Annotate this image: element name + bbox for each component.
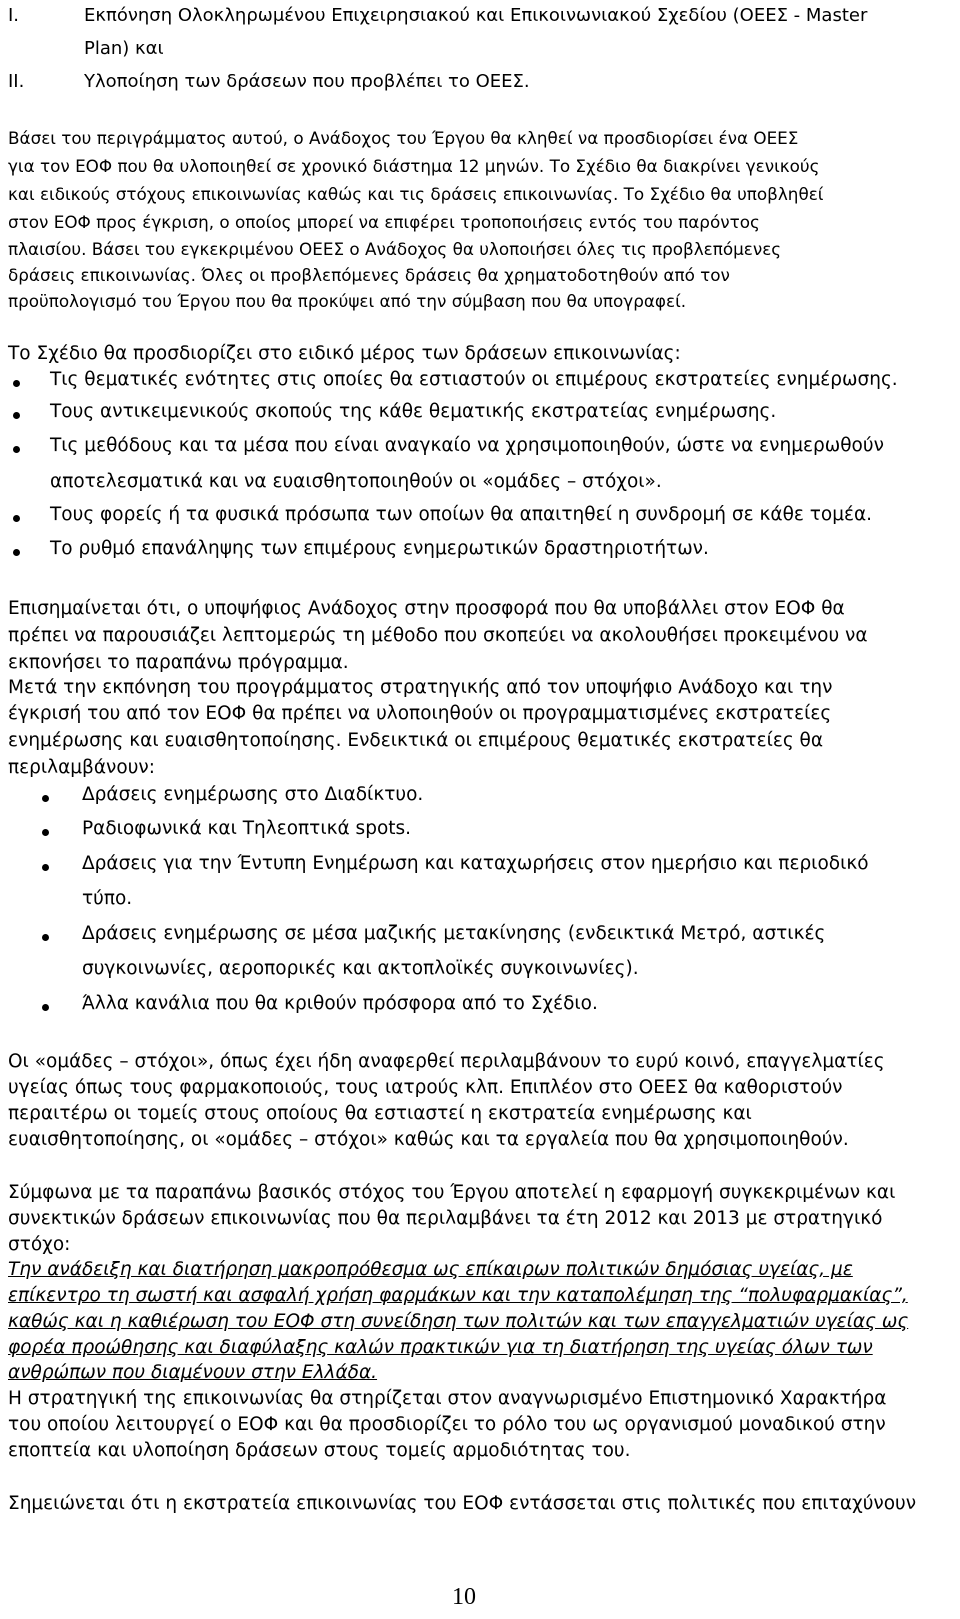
roman-item-2-line-1: Υλοποίηση των δράσεων που προβλέπει το ΟΕΕΣ.: [84, 71, 530, 92]
para3-line-7: περιλαμβάνουν:: [8, 757, 155, 778]
bullet-marker: [13, 380, 20, 387]
para5-line-3: στόχο:: [8, 1234, 71, 1255]
bullet-marker: [13, 446, 20, 453]
roman-item-1-line-1: Εκπόνηση Ολοκληρωμένου Επιχειρησιακού και Επικοινωνιακού Σχεδίου (ΟΕΕΣ - Master: [84, 5, 868, 26]
goal-line-2: επίκεντρο τη σωστή και ασφαλή χρήση φαρμάκων και την καταπολέμηση της “πολυφαρμακίας”,: [8, 1285, 908, 1306]
para3-line-5: έγκρισή του από τον ΕΟΦ θα πρέπει να υλοποιηθούν οι προγραμματισμένες εκστρατείες: [8, 703, 832, 724]
bullet-marker: [13, 515, 20, 522]
bullet2-item-3-line-1: Δράσεις για την Έντυπη Ενημέρωση και καταχωρήσεις στον ημερήσιο και περιοδικό: [82, 853, 869, 874]
roman-label-2: II.: [8, 71, 25, 92]
bullet-marker: [42, 934, 49, 941]
para3-line-1: Επισημαίνεται ότι, ο υποψήφιος Ανάδοχος στην προσφορά που θα υποβάλλει στον ΕΟΦ θα: [8, 598, 845, 619]
bullet-marker: [42, 864, 49, 871]
bullet2-item-1: Δράσεις ενημέρωσης στο Διαδίκτυο.: [82, 784, 424, 805]
para5-line-2: συνεκτικών δράσεων επικοινωνίας που θα περιλαμβάνει τα έτη 2012 και 2013 με στρατηγικό: [8, 1208, 883, 1229]
para3-line-4: Μετά την εκπόνηση του προγράμματος στρατηγικής από τον υποψήφιο Ανάδοχο και την: [8, 677, 833, 698]
bullet-marker: [42, 1004, 49, 1011]
para4-line-2: υγείας όπως τους φαρμακοποιούς, τους ιατρούς κλπ. Επιπλέον στο ΟΕΕΣ θα καθοριστούν: [8, 1077, 843, 1098]
para7-line-1: Σημειώνεται ότι η εκστρατεία επικοινωνίας του ΕΟΦ εντάσσεται στις πολιτικές που επιταχύνουν: [8, 1493, 917, 1514]
bullet-marker: [42, 795, 49, 802]
para1-line-5: πλαισίου. Βάσει του εγκεκριμένου ΟΕΕΣ ο Ανάδοχος θα υλοποιήσει όλες τις προβλεπόμενες: [8, 239, 782, 259]
roman-item-1-line-2: Plan) και: [84, 38, 164, 59]
bullet1-item-5: Το ρυθμό επανάληψης των επιμέρους ενημερωτικών δραστηριοτήτων.: [50, 538, 709, 559]
para5-line-1: Σύμφωνα με τα παραπάνω βασικός στόχος του Έργου αποτελεί η εφαρμογή συγκεκριμένων και: [8, 1182, 896, 1203]
bullet2-item-2: Ραδιοφωνικά και Τηλεοπτικά spots.: [82, 818, 412, 839]
bullet-marker: [13, 549, 20, 556]
para2-intro: Το Σχέδιο θα προσδιορίζει στο ειδικό μέρος των δράσεων επικοινωνίας:: [8, 343, 681, 364]
bullet-marker: [13, 412, 20, 419]
para3-line-2: πρέπει να παρουσιάζει λεπτομερώς τη μέθοδο που σκοπεύει να ακολουθήσει προκειμένου να: [8, 625, 868, 646]
para1-line-4: στον ΕΟΦ προς έγκριση, ο οποίος μπορεί να επιφέρει τροποποιήσεις εντός του παρόντος: [8, 212, 760, 232]
para6-line-3: εποπτεία και υλοποίηση δράσεων στους τομείς αρμοδιότητας του.: [8, 1440, 631, 1461]
para6-line-1: Η στρατηγική της επικοινωνίας θα στηρίζεται στον αναγνωρισμένο Επιστημονικό Χαρακτήρα: [8, 1388, 887, 1409]
bullet2-item-5: Άλλα κανάλια που θα κριθούν πρόσφορα από το Σχέδιο.: [82, 993, 598, 1014]
goal-line-5: ανθρώπων που διαμένουν στην Ελλάδα.: [8, 1362, 378, 1383]
bullet2-item-4-line-2: συγκοινωνίες, αεροπορικές και ακτοπλοϊκές συγκοινωνίες).: [82, 958, 639, 979]
para4-line-1: Οι «ομάδες – στόχοι», όπως έχει ήδη αναφερθεί περιλαμβάνουν το ευρύ κοινό, επαγγελματίες: [8, 1051, 885, 1072]
bullet2-item-4-line-1: Δράσεις ενημέρωσης σε μέσα μαζικής μετακίνησης (ενδεικτικά Μετρό, αστικές: [82, 923, 826, 944]
para1-line-6: δράσεις επικοινωνίας. Όλες οι προβλεπόμενες δράσεις θα χρηματοδοτηθούν από τον: [8, 265, 730, 285]
bullet1-item-3-line-1: Τις μεθόδους και τα μέσα που είναι αναγκαίο να χρησιμοποιηθούν, ώστε να ενημερωθούν: [50, 435, 884, 456]
para4-line-4: ευαισθητοποίησης, οι «ομάδες – στόχοι» καθώς και τα εργαλεία που θα χρησιμοποιηθούν.: [8, 1129, 849, 1150]
para6-line-2: του οποίου λειτουργεί ο ΕΟΦ και θα προσδιορίζει το ρόλο του ως οργανισμού μοναδικού στην: [8, 1414, 886, 1435]
para1-line-2: για τον ΕΟΦ που θα υλοποιηθεί σε χρονικό διάστημα 12 μηνών. Το Σχέδιο θα διακρίνει γενικούς: [8, 156, 820, 176]
para3-line-3: εκπονήσει το παραπάνω πρόγραμμα.: [8, 652, 349, 673]
roman-label-1: I.: [8, 5, 20, 26]
para3-line-6: ενημέρωσης και ευαισθητοποίησης. Ενδεικτικά οι επιμέρους θεματικές εκστρατείες θα: [8, 730, 824, 751]
goal-line-4: φορέα προώθησης και διαφύλαξης καλών πρακτικών για τη διατήρηση της υγείας όλων των: [8, 1337, 873, 1358]
para1-line-1: Βάσει του περιγράμματος αυτού, ο Ανάδοχος του Έργου θα κληθεί να προσδιορίσει ένα ΟΕΕΣ: [8, 128, 799, 148]
para1-line-7: προϋπολογισμό του Έργου που θα προκύψει από την σύμβαση που θα υπογραφεί.: [8, 291, 687, 311]
para1-line-3: και ειδικούς στόχους επικοινωνίας καθώς και τις δράσεις επικοινωνίας. Το Σχέδιο θα υποβληθεί: [8, 184, 824, 204]
bullet1-item-4: Τους φορείς ή τα φυσικά πρόσωπα των οποίων θα απαιτηθεί η συνδρομή σε κάθε τομέα.: [50, 504, 873, 525]
bullet-marker: [42, 829, 49, 836]
bullet2-item-3-line-2: τύπο.: [82, 888, 133, 909]
page-number: 10: [452, 1584, 476, 1610]
para4-line-3: περαιτέρω οι τομείς στους οποίους θα εστιαστεί η εκστρατεία ενημέρωσης και: [8, 1103, 752, 1124]
goal-line-1: Την ανάδειξη και διατήρηση μακροπρόθεσμα ως επίκαιρων πολιτικών δημόσιας υγείας, με: [8, 1259, 853, 1280]
bullet1-item-1: Τις θεματικές ενότητες στις οποίες θα εστιαστούν οι επιμέρους εκστρατείες ενημέρωσης.: [50, 369, 898, 390]
bullet1-item-3-line-2: αποτελεσματικά και να ευαισθητοποιηθούν οι «ομάδες – στόχοι».: [50, 471, 662, 492]
goal-line-3: καθώς και η καθιέρωση του ΕΟΦ στη συνείδηση των πολιτών και των επαγγελματιών υγείας ως: [8, 1311, 909, 1332]
bullet1-item-2: Τους αντικειμενικούς σκοπούς της κάθε θεματικής εκστρατείας ενημέρωσης.: [50, 401, 777, 422]
